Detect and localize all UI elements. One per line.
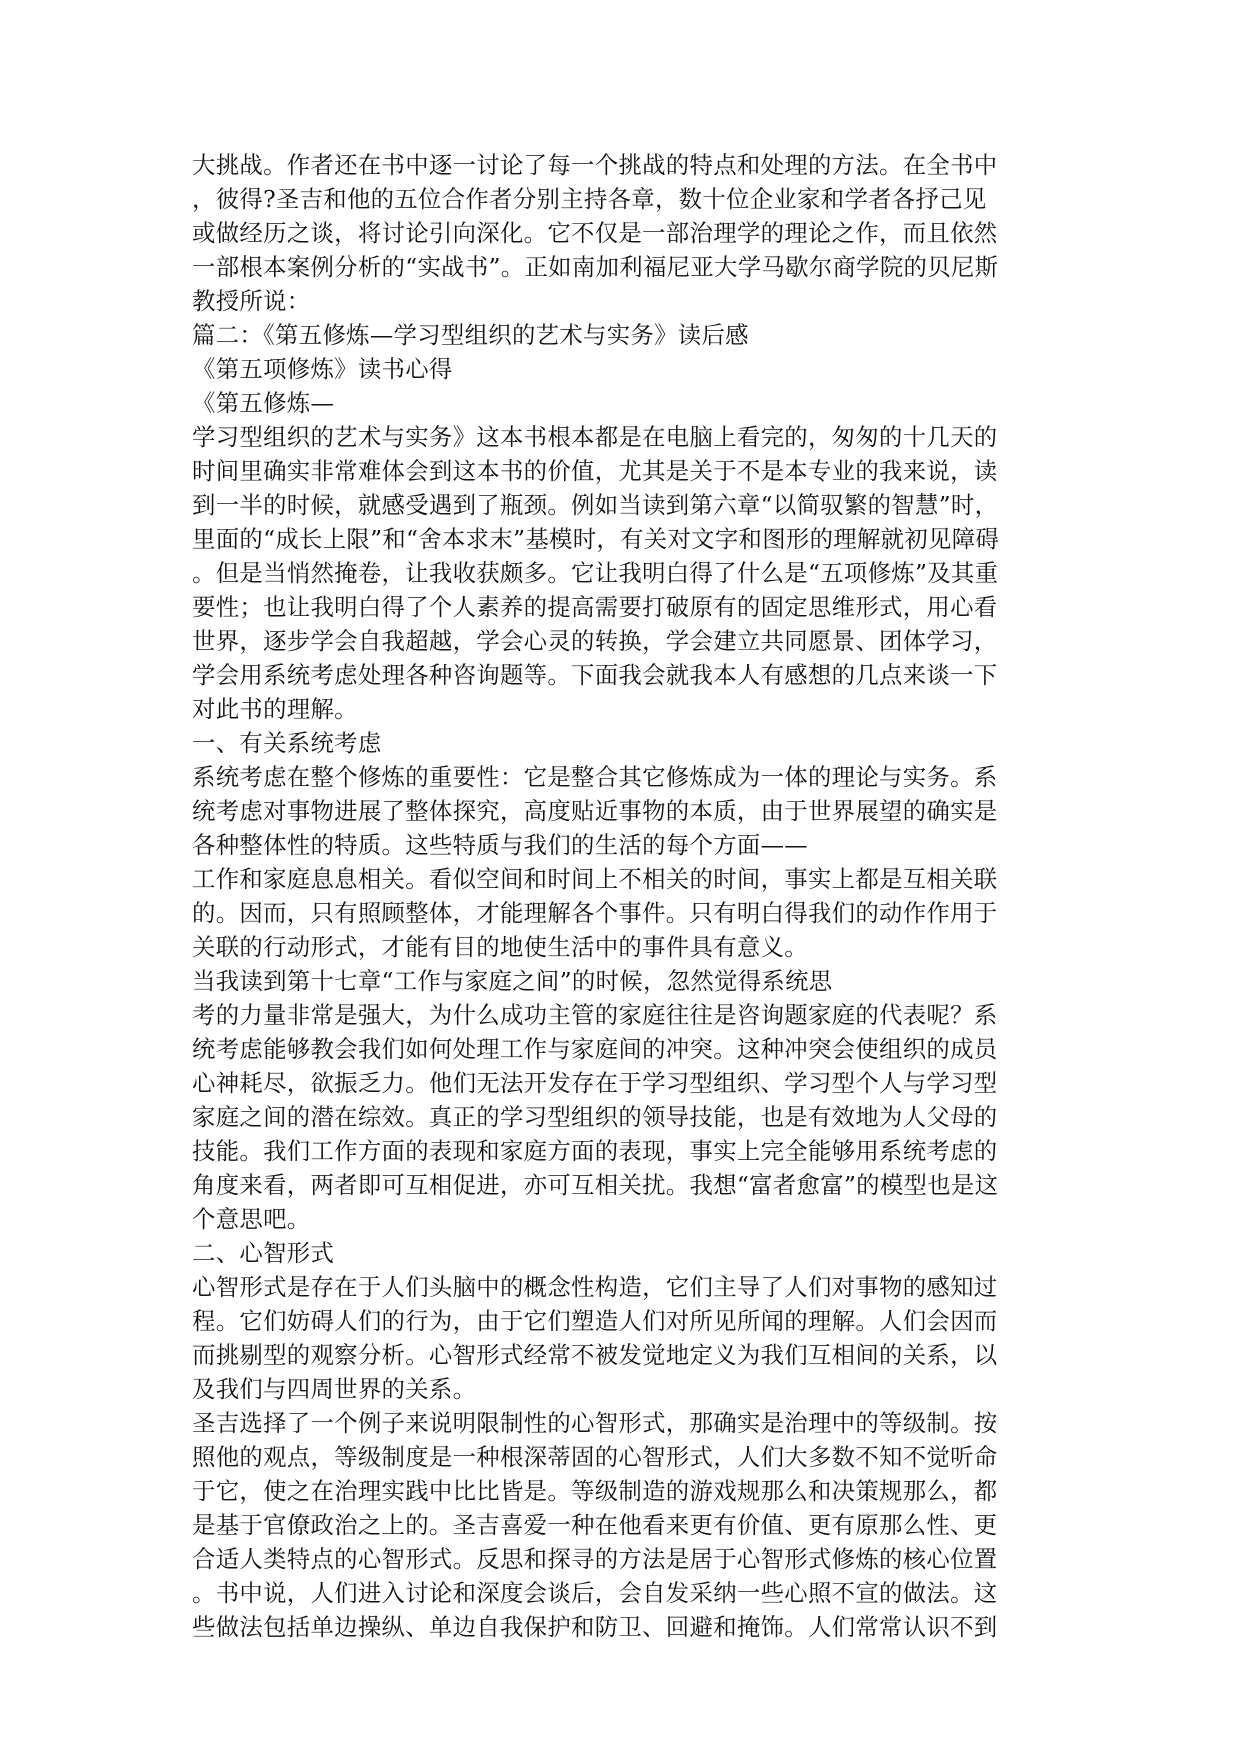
text-line: 大挑战。作者还在书中逐一讨论了每一个挑战的特点和处理的方法。在全书中 (192, 151, 998, 179)
text-line: 合适人类特点的心智形式。反思和探寻的方法是居于心智形式修炼的核心位置 (192, 1545, 998, 1573)
text-line: 及我们与四周世界的关系。 (192, 1375, 477, 1403)
text-line: 是基于官僚政治之上的。圣吉喜爱一种在他看来更有价值、更有原那么性、更 (192, 1511, 998, 1539)
text-line: 各种整体性的特质。这些特质与我们的生活的每个方面—— (192, 831, 808, 859)
text-line: 学习型组织的艺术与实务》这本书根本都是在电脑上看完的，匆匆的十几天的 (192, 423, 998, 451)
text-line: 。书中说，人们进入讨论和深度会谈后，会自发采纳一些心照不宣的做法。这 (192, 1579, 998, 1607)
text-line: 于它，使之在治理实践中比比皆是。等级制造的游戏规那么和决策规那么，都 (192, 1477, 998, 1505)
text-line: 里面的“成长上限”和“舍本求末”基模时，有关对文字和图形的理解就初见障碍 (192, 525, 1000, 553)
text-line: 关联的行动形式，才能有目的地使生活中的事件具有意义。 (192, 933, 808, 961)
text-line: 教授所说： (192, 287, 311, 315)
text-line: 角度来看，两者即可互相促进，亦可互相关扰。我想“富者愈富”的模型也是这 (192, 1171, 999, 1199)
text-line: 到一半的时候，就感受遇到了瓶颈。例如当读到第六章“以简驭繁的智慧”时， (192, 491, 999, 519)
section-heading: 《第五项修炼》读书心得 (192, 355, 453, 383)
text-line: 工作和家庭息息相关。看似空间和时间上不相关的时间，事实上都是互相关联 (192, 865, 998, 893)
text-line: 程。它们妨碍人们的行为，由于它们塑造人们对所见所闻的理解。人们会因而 (192, 1307, 998, 1335)
text-line: 考的力量非常是强大，为什么成功主管的家庭往往是咨询题家庭的代表呢？系 (192, 1001, 998, 1029)
text-line: 时间里确实非常难体会到这本书的价值，尤其是关于不是本专业的我来说，读 (192, 457, 998, 485)
text-line: 心神耗尽，欲振乏力。他们无法开发存在于学习型组织、学习型个人与学习型 (192, 1069, 998, 1097)
section-heading: 篇二：《第五修炼—学习型组织的艺术与实务》读后感 (192, 321, 749, 349)
text-line: 。但是当悄然掩卷，让我收获颇多。它让我明白得了什么是“五项修炼”及其重 (192, 559, 999, 587)
text-line: ，彼得?圣吉和他的五位合作者分别主持各章，数十位企业家和学者各抒己见 (192, 185, 987, 213)
section-heading: 一、有关系统考虑 (192, 729, 382, 757)
text-line: 当我读到第十七章“工作与家庭之间”的时候，忽然觉得系统思 (192, 967, 833, 995)
text-line: 对此书的理解。 (192, 695, 358, 723)
text-line: 统考虑能够教会我们如何处理工作与家庭间的冲突。这种冲突会使组织的成员 (192, 1035, 998, 1063)
text-line: 家庭之间的潜在综效。真正的学习型组织的领导技能，也是有效地为人父母的 (192, 1103, 998, 1131)
text-line: 圣吉选择了一个例子来说明限制性的心智形式，那确实是治理中的等级制。按 (192, 1409, 998, 1437)
text-line: 一部根本案例分析的“实战书”。正如南加利福尼亚大学马歇尔商学院的贝尼斯 (192, 253, 999, 281)
text-line: 或做经历之谈，将讨论引向深化。它不仅是一部治理学的理论之作，而且依然 (192, 219, 998, 247)
text-line: 学会用系统考虑处理各种咨询题等。下面我会就我本人有感想的几点来谈一下 (192, 661, 998, 689)
text-line: 的。因而，只有照顾整体，才能理解各个事件。只有明白得我们的动作作用于 (192, 899, 998, 927)
text-line: 《第五修炼— (192, 389, 335, 417)
text-line: 统考虑对事物进展了整体探究，高度贴近事物的本质，由于世界展望的确实是 (192, 797, 998, 825)
text-line: 系统考虑在整个修炼的重要性：它是整合其它修炼成为一体的理论与实务。系 (192, 763, 998, 791)
text-line: 而挑剔型的观察分析。心智形式经常不被发觉地定义为我们互相间的关系，以 (192, 1341, 998, 1369)
text-line: 个意思吧。 (192, 1205, 311, 1233)
text-line: 世界，逐步学会自我超越，学会心灵的转换，学会建立共同愿景、团体学习， (192, 627, 998, 655)
text-line: 些做法包括单边操纵、单边自我保护和防卫、回避和掩饰。人们常常认识不到 (192, 1613, 998, 1641)
text-line: 要性；也让我明白得了个人素养的提高需要打破原有的固定思维形式，用心看 (192, 593, 998, 621)
section-heading: 二、心智形式 (192, 1239, 335, 1267)
text-line: 技能。我们工作方面的表现和家庭方面的表现，事实上完全能够用系统考虑的 (192, 1137, 998, 1165)
document-body (192, 148, 1052, 1644)
text-line: 心智形式是存在于人们头脑中的概念性构造，它们主导了人们对事物的感知过 (192, 1273, 998, 1301)
text-line: 照他的观点，等级制度是一种根深蒂固的心智形式，人们大多数不知不觉听命 (192, 1443, 998, 1471)
